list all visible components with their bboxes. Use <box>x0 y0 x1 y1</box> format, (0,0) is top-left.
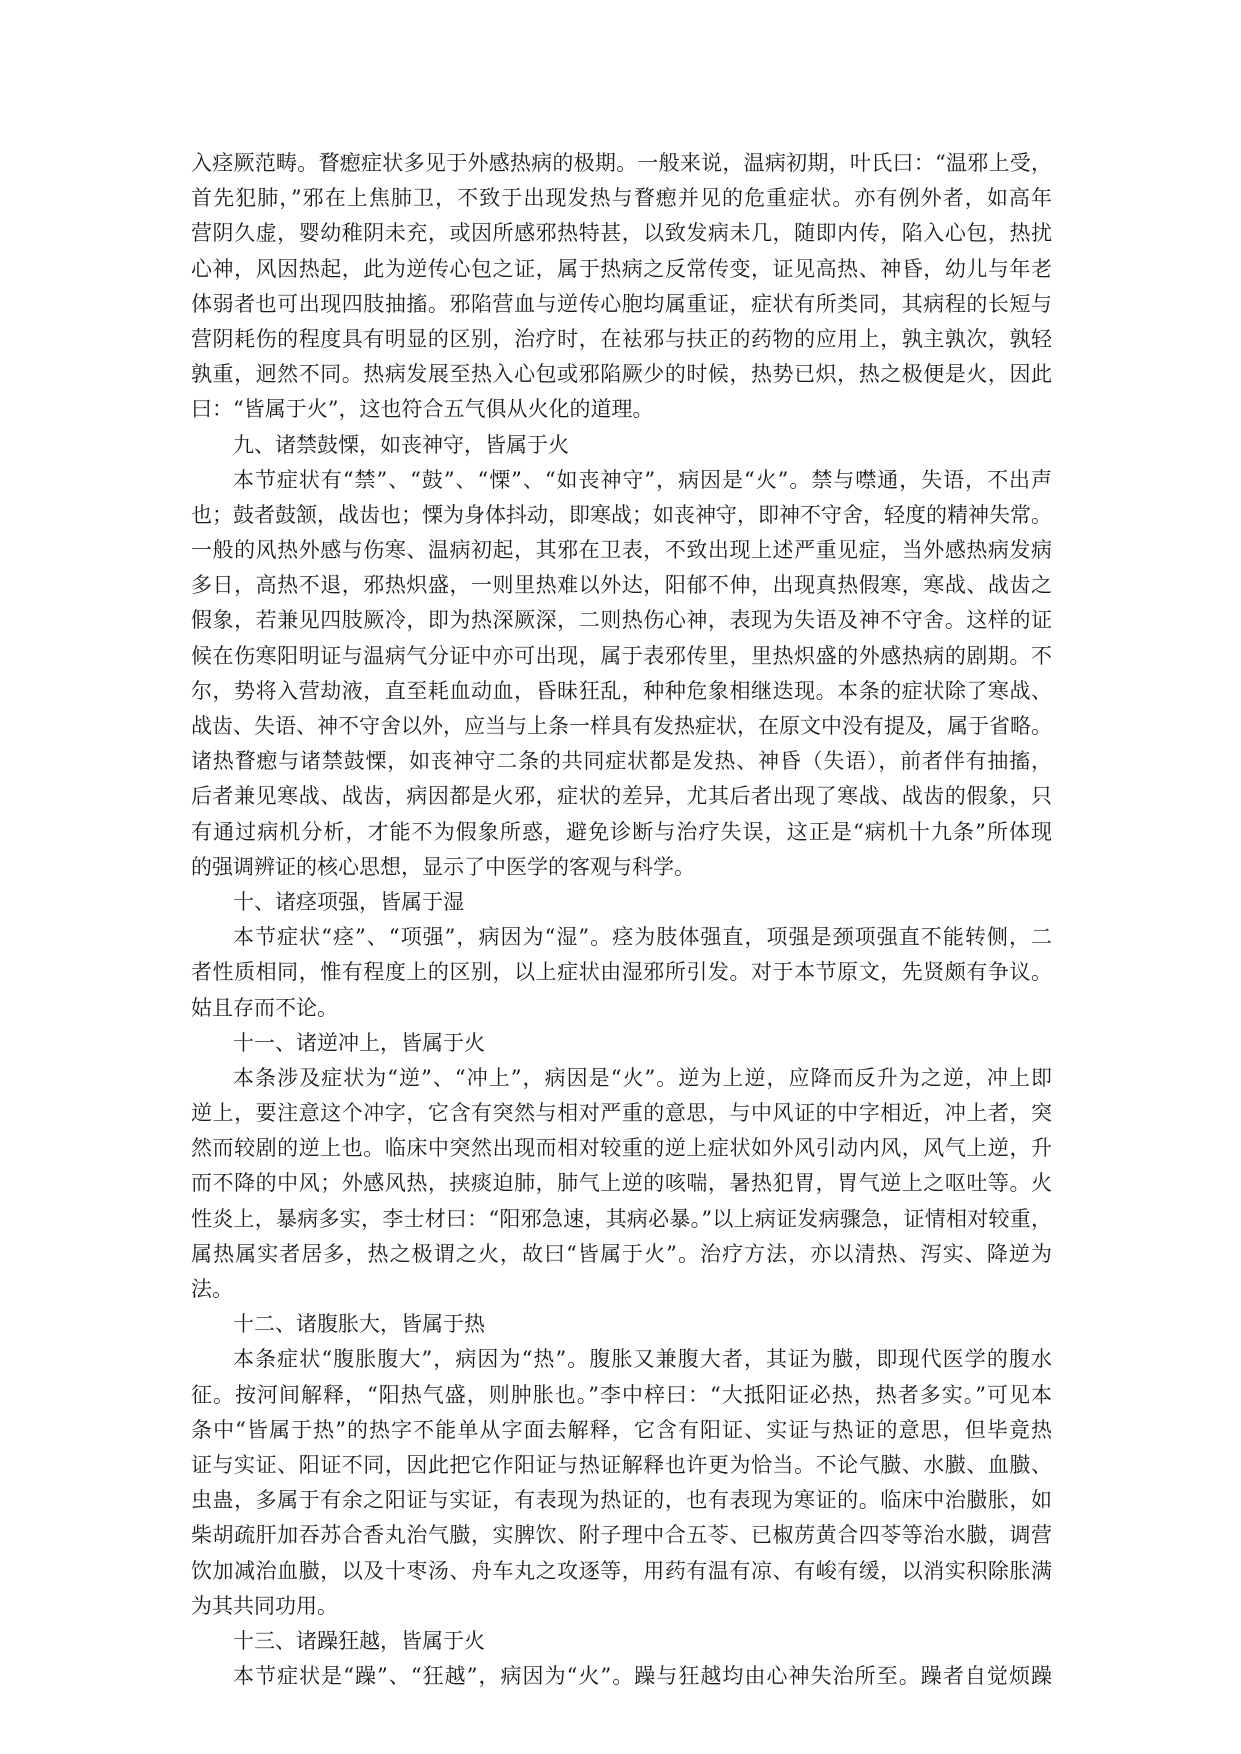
section-heading: 十三、诸躁狂越，皆属于火 <box>233 1628 485 1653</box>
paragraph-line: 本节症状有“禁”、“鼓”、“慄”、“如丧神守”，病因是“火”。禁与噤通，失语，不出声 <box>233 467 1052 492</box>
paragraph-line: 候在伤寒阳明证与温病气分证中亦可出现，属于表邪传里，里热炽盛的外感热病的剧期。不 <box>191 643 1052 668</box>
paragraph-line: 姑且存而不论。 <box>191 995 338 1020</box>
paragraph-line: 有通过病机分析，才能不为假象所惑，避免诊断与治疗失误，这正是“病机十九条”所体现 <box>191 819 1052 844</box>
document-page <box>191 146 1052 1694</box>
paragraph-line: 曰：“皆属于火”，这也符合五气俱从火化的道理。 <box>191 397 654 422</box>
paragraph-line: 者性质相同，惟有程度上的区别，以上症状由湿邪所引发。对于本节原文，先贤颇有争议。 <box>191 960 1052 985</box>
paragraph-line: 战齿、失语、神不守舍以外，应当与上条一样具有发热症状，在原文中没有提及，属于省略。 <box>191 714 1052 738</box>
paragraph-line: 首先犯肺，”邪在上焦肺卫，不致于出现发热与瞀瘛并见的危重症状。亦有例外者，如高年 <box>191 186 1052 211</box>
paragraph-line: 体弱者也可出现四肢抽搐。邪陷营血与逆传心胞均属重证，症状有所类同，其病程的长短与 <box>191 291 1052 316</box>
paragraph-line: 营阴耗伤的程度具有明显的区别，治疗时，在袪邪与扶正的药物的应用上，孰主孰次，孰轻 <box>191 326 1052 351</box>
paragraph-line: 本节症状“痉”、“项强”，病因为“湿”。痉为肢体强直，项强是颈项强直不能转侧，二 <box>233 925 1052 950</box>
paragraph-line: 而不降的中风；外感风热，挟痰迫肺，肺气上逆的咳喘，暑热犯胃，胃气逆上之呕吐等。火 <box>191 1171 1052 1196</box>
paragraph-line: 然而较剧的逆上也。临床中突然出现而相对较重的逆上症状如外风引动内风，风气上逆，升 <box>191 1136 1052 1161</box>
paragraph-line: 虫蛊，多属于有余之阳证与实证，有表现为热证的，也有表现为寒证的。临床中治臌胀，如 <box>191 1488 1052 1513</box>
paragraph-line: 诸热瞀瘛与诸禁鼓慄，如丧神守二条的共同症状都是发热、神昏（失语），前者伴有抽搐， <box>191 749 1052 774</box>
paragraph-line: 孰重，迥然不同。热病发展至热入心包或邪陷厥少的时候，热势已炽，热之极便是火，因此 <box>191 362 1052 387</box>
paragraph-line: 饮加减治血臌，以及十枣汤、舟车丸之攻逐等，用药有温有凉、有峻有缓，以消实积除胀满 <box>191 1558 1052 1583</box>
section-heading: 十一、诸逆冲上，皆属于火 <box>233 1030 485 1055</box>
paragraph-line: 本条症状“腹胀腹大”，病因为“热”。腹胀又兼腹大者，其证为臌，即现代医学的腹水 <box>233 1347 1052 1372</box>
section-heading: 九、诸禁鼓慄，如丧神守，皆属于火 <box>233 432 569 457</box>
paragraph-line: 本条涉及症状为“逆”、“冲上”，病因是“火”。逆为上逆，应降而反升为之逆，冲上即 <box>233 1065 1052 1090</box>
paragraph-line: 证与实证、阳证不同，因此把它作阳证与热证解释也许更为恰当。不论气臌、水臌、血臌、 <box>191 1452 1052 1477</box>
paragraph-line: 营阴久虚，婴幼稚阴未充，或因所感邪热特甚，以致发病未几，随即内传，陷入心包，热扰 <box>191 221 1052 246</box>
paragraph-line: 法。 <box>191 1277 233 1301</box>
paragraph-line: 的强调辨证的核心思想，显示了中医学的客观与科学。 <box>191 854 695 879</box>
paragraph-line: 征。按河间解释，“阳热气盛，则肿胀也。”李中梓曰：“大抵阳证必热，热者多实。”可见本 <box>191 1382 1052 1407</box>
section-heading: 十、诸痉项强，皆属于湿 <box>233 889 464 914</box>
paragraph-line: 一般的风热外感与伤寒、温病初起，其邪在卫表，不致出现上述严重见症，当外感热病发病 <box>191 538 1052 563</box>
paragraph-line: 假象，若兼见四肢厥冷，即为热深厥深，二则热伤心神，表现为失语及神不守舍。这样的证 <box>191 608 1052 633</box>
paragraph-line: 本节症状是“躁”、“狂越”，病因为“火”。躁与狂越均由心神失治所至。躁者自觉烦躁 <box>233 1664 1052 1689</box>
paragraph-line: 心神，风因热起，此为逆传心包之证，属于热病之反常传变，证见高热、神昏，幼儿与年老 <box>191 256 1052 281</box>
paragraph-line: 柴胡疏肝加吞苏合香丸治气臌，实脾饮、附子理中合五苓、已椒苈黄合四苓等治水臌，调营 <box>191 1523 1052 1548</box>
paragraph-line: 尔，势将入营劫液，直至耗血动血，昏昧狂乱，种种危象相继迭现。本条的症状除了寒战、 <box>191 678 1052 703</box>
paragraph-line: 逆上，要注意这个冲字，它含有突然与相对严重的意思，与中风证的中字相近，冲上者，突 <box>191 1101 1052 1126</box>
paragraph-line: 也；鼓者鼓颔，战齿也；慄为身体抖动，即寒战；如丧神守，即神不守舍，轻度的精神失常。 <box>191 502 1052 527</box>
paragraph-line: 属热属实者居多，热之极谓之火，故曰“皆属于火”。治疗方法，亦以清热、泻实、降逆为 <box>191 1241 1052 1266</box>
section-heading: 十二、诸腹胀大，皆属于热 <box>233 1312 485 1337</box>
paragraph-line: 条中“皆属于热”的热字不能单从字面去解释，它含有阳证、实证与热证的意思，但毕竟热 <box>191 1417 1052 1442</box>
paragraph-line: 多日，高热不退，邪热炽盛，一则里热难以外达，阳郁不伸，出现真热假寒，寒战、战齿之 <box>191 573 1052 598</box>
paragraph-line: 后者兼见寒战、战齿，病因都是火邪，症状的差异，尤其后者出现了寒战、战齿的假象，只 <box>191 784 1052 809</box>
paragraph-line: 性炎上，暴病多实，李士材曰：“阳邪急速，其病必暴。”以上病证发病骤急，证情相对较重， <box>191 1206 1052 1231</box>
paragraph-line: 入痉厥范畴。瞀瘛症状多见于外感热病的极期。一般来说，温病初期，叶氏曰：“温邪上受， <box>191 151 1052 175</box>
paragraph-line: 为其共同功用。 <box>191 1593 338 1618</box>
